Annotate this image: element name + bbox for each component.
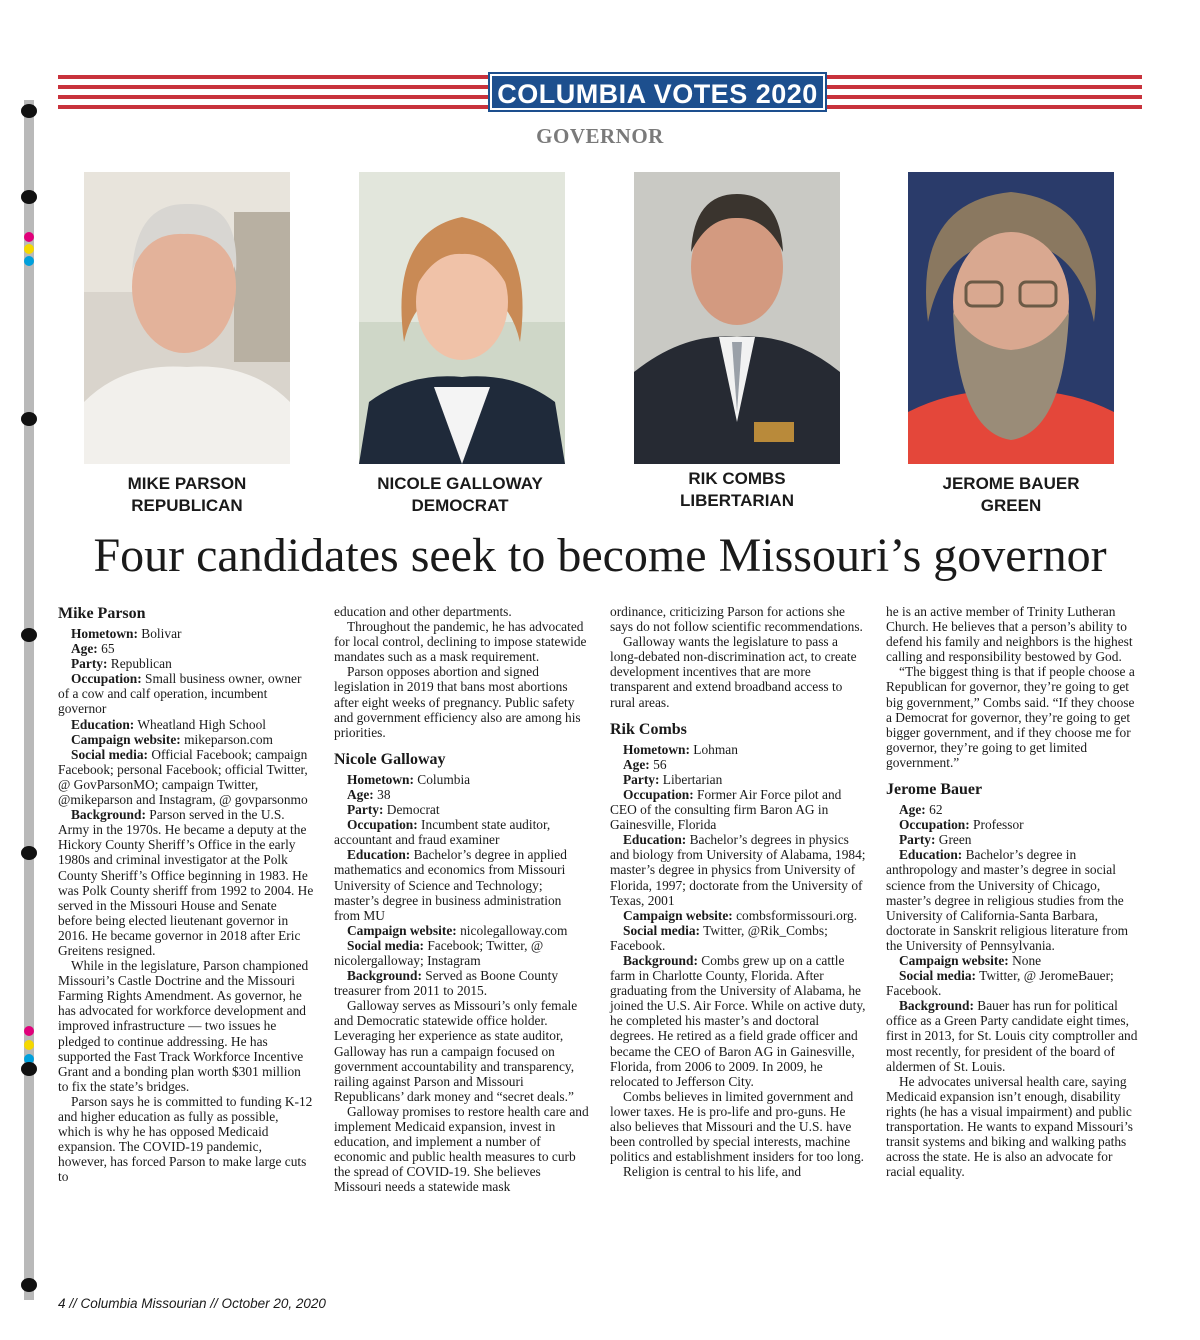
registration-mark — [21, 190, 37, 204]
caption-bauer — [871, 473, 1151, 517]
education-field: Education: Bachelor’s degree in applied mathematics and economics from Missouri University of Science and Technology; master’s degree in business administration from MU — [334, 847, 567, 923]
party-field: Party: Democrat — [347, 802, 440, 818]
registration-mark — [21, 104, 37, 118]
article-paragraph: Parson says he is committed to funding K-12 and higher education as fully as possible, which is why he has opposed Medicaid expansion. The COVID-19 pandemic, however, has forced Parson to make large cuts to — [58, 1093, 313, 1185]
banner-title: COLUMBIA VOTES 2020 — [490, 74, 825, 110]
party-field: Party: Green — [899, 832, 972, 848]
registration-mark — [21, 412, 37, 426]
party-field: Party: Libertarian — [623, 771, 723, 787]
article-paragraph-continued: he is an active member of Trinity Lutheran Church. He believes that a person’s ability to defend his family and neighbors is the highest calling and responsibility bestowed by God. — [886, 604, 1133, 665]
age-field: Age: 38 — [347, 786, 391, 802]
caption-combs — [597, 468, 877, 512]
occupation-field: Occupation: Former Air Force pilot and CEO of the consulting firm Baron AG in Gainesville, Florida — [610, 786, 842, 833]
background-field: Background: Bauer has run for political office as a Green Party candidate eight times, first in 2013, for St. Louis city comptroller and most recently, for president of the board of aldermen of St. Louis. — [886, 998, 1138, 1074]
candidate-party: GREEN — [980, 496, 1042, 515]
occupation-field: Occupation: Small business owner, owner of a cow and calf operation, incumbent governor — [58, 671, 302, 717]
hometown-field: Hometown: Lohman — [623, 741, 738, 757]
caption-parson — [47, 473, 327, 517]
candidate-name: NICOLE GALLOWAY — [377, 474, 543, 493]
article-paragraph: While in the legislature, Parson championed Missouri’s Castle Doctrine and the Missouri Farming Rights Amendment. As governor, he has advocated for workforce development and improved infrastructure — two issues he pledged to continue addressing. He has supported the Fast Track Workforce Incentive Grant and a bonding plan worth $301 million to fix the state’s bridges. — [58, 958, 309, 1094]
caption-galloway — [320, 473, 600, 517]
website-field: Campaign website: None — [899, 952, 1042, 968]
social-field: Social media: Official Facebook; campaign Facebook; personal Facebook; official Twitter, @ GovParsonMO; campaign Twitter, @mikeparson and Instagram, @ govparsonmo — [58, 746, 308, 808]
registration-mark — [21, 846, 37, 860]
background-field: Background: Served as Boone County treasurer from 2011 to 2015. — [334, 968, 559, 999]
candidate-heading: Nicole Galloway — [334, 750, 446, 768]
article-paragraph: Combs believes in limited government and lower taxes. He is pro-life and pro-guns. He also believes that Missouri and the U.S. have been controlled by special interests, machine politics and establishment insiders for too long. — [610, 1088, 865, 1165]
age-field: Age: 56 — [623, 756, 667, 772]
registration-mark — [21, 1062, 37, 1076]
candidate-party: LIBERTARIAN — [680, 491, 794, 510]
article-column-3 — [610, 604, 866, 1179]
candidate-photo-bauer — [908, 172, 1114, 464]
hometown-field: Hometown: Bolivar — [71, 626, 182, 641]
registration-mark — [24, 1026, 34, 1036]
education-field: Education: Bachelor’s degree in anthropology and master’s degree in social science from the University of Chicago, master’s degree in religious studies from the University of California-Santa Barbara, doctorate in Sanskrit religious literature from the University of Pennsylvania. — [886, 847, 1129, 953]
education-field: Education: Bachelor’s degrees in physics and biology from University of Alabama, 1984; master’s degree in physics from University of Florida, 1997; doctorate from the University of Texas, 2001 — [610, 832, 866, 908]
occupation-field: Occupation: Professor — [899, 817, 1024, 833]
article-paragraph-continued: education and other departments. — [334, 604, 512, 619]
candidate-name: RIK COMBS — [688, 469, 786, 488]
article-paragraph: Galloway wants the legislature to pass a long-debated non-discrimination act, to create development incentives that are more transparent and extend broadband access to rural areas. — [610, 634, 857, 710]
article-paragraph: Religion is central to his life, and — [623, 1164, 802, 1180]
registration-strip — [24, 100, 34, 1300]
candidate-name: JEROME BAUER — [942, 474, 1080, 493]
occupation-field: Occupation: Incumbent state auditor, accountant and fraud examiner — [334, 817, 551, 848]
candidate-photo-parson — [84, 172, 290, 464]
section-label: GOVERNOR — [536, 124, 664, 148]
article-paragraph: Parson opposes abortion and signed legislation in 2019 that bans most abortions after eight weeks of pregnancy. Public safety and government efficiency also are among his priorities. — [334, 664, 581, 740]
background-field: Background: Combs grew up on a cattle farm in Charlotte County, Florida. After graduating from the University of Alabama, he joined the U.S. Air Force. While on active duty, he completed his master’s and doctoral degrees. He retired as a field grade officer and became the CEO of Baron AG in Gainesville, Florida, from 2006 to 2009. In 2009, he relocated to Jefferson City. — [610, 952, 866, 1089]
education-field: Education: Wheatland High School — [71, 716, 267, 732]
article-paragraph: He advocates universal health care, saying Medicaid expansion isn’t enough, disability rights (he has a visual impairment) and public transportation. He wants to expand Missouri’s transit systems and biking and walking paths across the state. He is also an advocate for racial equality. — [886, 1073, 1133, 1180]
article-paragraph: Galloway promises to restore health care and implement Medicaid expansion, invest in education, and implement a number of economic and public health measures to curb the spread of COVID-19. She believes Missouri needs a statewide mask — [334, 1103, 589, 1195]
article-paragraph: Throughout the pandemic, he has advocated for local control, declining to impose statewide mandates such as a mask requirement. — [334, 619, 587, 665]
age-field: Age: 62 — [899, 802, 943, 818]
candidate-party: REPUBLICAN — [131, 496, 243, 515]
registration-mark — [24, 256, 34, 266]
website-field: Campaign website: mikeparson.com — [71, 731, 273, 747]
website-field: Campaign website: combsformissouri.org. — [623, 907, 858, 923]
article-paragraph-continued: ordinance, criticizing Parson for actions she says do not follow scientific recommendations. — [610, 604, 863, 635]
candidate-photo-combs — [634, 172, 840, 464]
registration-mark — [24, 1040, 34, 1050]
banner — [58, 74, 1142, 110]
registration-mark — [24, 232, 34, 242]
registration-mark — [21, 1278, 37, 1292]
article-paragraph: Galloway serves as Missouri’s only female and Democratic statewide office holder. Leveraging her experience as state auditor, Galloway has run a campaign focused on government accountability and transparency, railing against Parson and Missouri Republicans’ dark money and “secret deals.” — [334, 998, 578, 1104]
candidate-heading: Rik Combs — [610, 720, 687, 738]
social-field: Social media: Twitter, @ JeromeBauer; Facebook. — [886, 968, 1114, 999]
candidate-photo-galloway — [359, 172, 565, 464]
registration-mark — [24, 244, 34, 254]
candidate-name: MIKE PARSON — [127, 474, 247, 493]
registration-mark — [21, 628, 37, 642]
headline: Four candidates seek to become Missouri’s governor — [93, 529, 1107, 582]
candidate-heading: Mike Parson — [58, 605, 146, 622]
article-column-4 — [886, 604, 1142, 1179]
party-field: Party: Republican — [71, 656, 172, 672]
article-column-2 — [334, 604, 590, 1194]
social-field: Social media: Twitter, @Rik_Combs; Facebook. — [610, 922, 828, 953]
social-field: Social media: Facebook; Twitter, @ nicolergalloway; Instagram — [334, 937, 544, 968]
website-field: Campaign website: nicolegalloway.com — [347, 922, 568, 938]
age-field: Age: 65 — [71, 641, 115, 657]
hometown-field: Hometown: Columbia — [347, 771, 471, 787]
candidate-party: DEMOCRAT — [411, 496, 509, 515]
page-footer: 4 // Columbia Missourian // October 20, 2020 — [58, 1296, 326, 1311]
candidate-heading: Jerome Bauer — [886, 781, 983, 799]
article-column-1 — [58, 604, 314, 1184]
background-field: Background: Parson served in the U.S. Army in the 1970s. He became a deputy at the Hickory County Sheriff’s Office in the early 1980s and criminal investigator at the Polk County Sheriff’s Office beginning in 1983. He was Polk County sheriff from 1992 to 2004. He served in the Missouri House and Senate before being elected lieutenant governor in 2016. He became governor in 2018 after Eric Greitens resigned. — [58, 807, 314, 958]
article-paragraph: “The biggest thing is that if people choose a Republican for governor, they’re going to get big government,” Combs said. “If they choose a Democrat for governor, they’re going to get bigger government, and if they choose me for governor, they’re going to get limited government.” — [886, 664, 1135, 770]
